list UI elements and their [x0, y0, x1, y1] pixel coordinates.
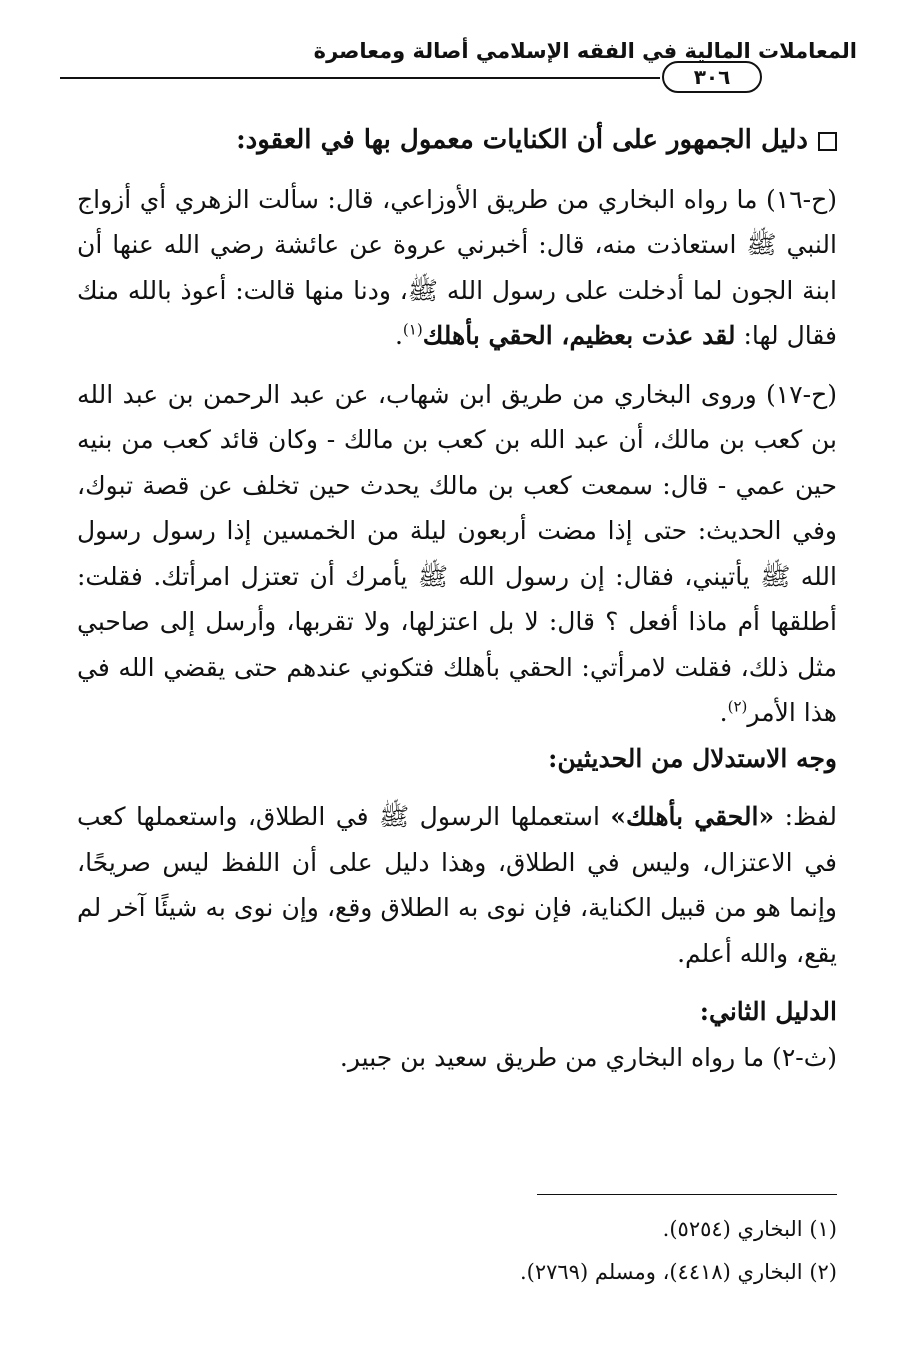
page-number: ٣٠٦	[662, 61, 762, 93]
hadith-16-text: (ح-١٦) ما رواه البخاري من طريق الأوزاعي، قال: سألت الزهري أي أزواج النبي ﷺ استعاذت منه، قال: أخبرني عروة عن عائشة رضي الله عنها أن ابنة الجون لما أدخلت على رسول الله ﷺ، ودنا منها قالت: أعوذ بالله منك فقال لها:	[77, 184, 837, 350]
hadith-16-end: .	[394, 321, 403, 350]
hadith-16-paragraph	[77, 177, 837, 359]
hadith-17-text: (ح-١٧) وروى البخاري من طريق ابن شهاب، عن عبد الرحمن بن عبد الله بن كعب بن مالك، أن عبد الله بن كعب بن مالك - وكان قائد كعب من بنيه حين عمي - قال: سمعت كعب بن مالك يحدث حين تخلف عن قصة تبوك، وفي الحديث: حتى إذا مضت أربعون ليلة من الخمسين إذا رسول رسول الله ﷺ يأتيني، فقال: إن رسول الله ﷺ يأمرك أن تعتزل امرأتك. فقلت: أطلقها أم ماذا أفعل ؟ قال: لا بل اعتزلها، ولا تقربها، وأرسل إلى صاحبي مثل ذلك، فقلت لامرأتي: الحقي بأهلك فتكوني عندهم حتى يقضي الله في هذا الأمر	[77, 379, 837, 727]
inference-prefix: لفظ:	[774, 802, 837, 831]
footnote-1: (١) البخاري (٥٢٥٤).	[662, 1217, 837, 1241]
hadith-17-paragraph	[77, 372, 837, 736]
section-heading	[77, 118, 837, 164]
second-proof-heading: الدليل الثاني:	[699, 997, 837, 1026]
footnote-ref-2: (٢)	[727, 697, 748, 716]
inference-text: استعملها الرسول ﷺ في الطلاق، واستعملها كعب في الاعتزال، وليس في الطلاق، وهذا دليل على أن اللفظ ليس صريحًا، وإنما هو من قبيل الكناية، فإن نوى به الطلاق وقع، وإن نوى به شيئًا آخر لم يقع، والله أعلم.	[77, 802, 837, 968]
second-proof-text: (ث-٢) ما رواه البخاري من طريق سعيد بن جبير.	[339, 1042, 837, 1072]
footnote-separator	[537, 1194, 837, 1195]
main-text	[77, 118, 837, 1080]
footnote-2: (٢) البخاري (٤٤١٨)، ومسلم (٢٧٦٩).	[519, 1260, 837, 1284]
footnote-ref-1: (١)	[402, 320, 423, 339]
section-heading-text: دليل الجمهور على أن الكنايات معمول بها في العقود:	[236, 125, 808, 155]
running-head-title: المعاملات المالية في الفقه الإسلامي أصالة ومعاصرة	[313, 39, 857, 63]
inference-heading: وجه الاستدلال من الحديثين:	[548, 743, 837, 773]
inference-paragraph	[77, 794, 837, 976]
hadith-17-end: .	[719, 698, 728, 727]
header-rule	[60, 77, 660, 79]
hadith-16-quote: لقد عذت بعظيم، الحقي بأهلك	[422, 321, 736, 350]
square-bullet-icon	[818, 132, 837, 151]
footnotes	[77, 1208, 837, 1294]
inference-bold-phrase: «الحقي بأهلك»	[610, 802, 775, 831]
